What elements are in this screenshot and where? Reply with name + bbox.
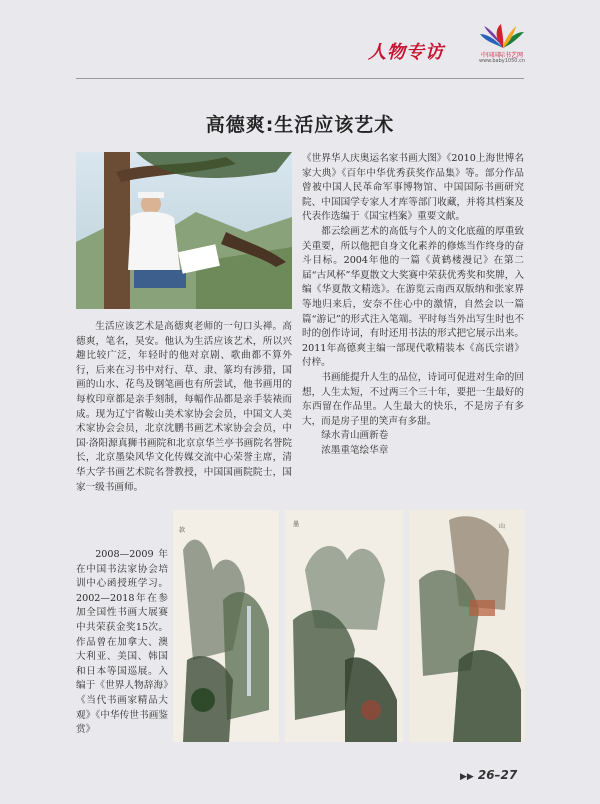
- paragraph-text: 《世界华人庆奥运名家书画大图》《2010上海世博名家大典》《百年中华优秀获奖作品集》等。部分作品曾被中国人民革命军事博物馆、中国国际书画研究院、中国国学专家人才库等部门收藏，并将其档案及代表作选编于《国宝档案》重要文献。: [302, 153, 524, 223]
- portrait-photo: [76, 152, 292, 309]
- article-title: 高德爽:生活应该艺术: [205, 114, 395, 136]
- paragraph-text: 都云绘画艺术的高低与个人的文化底蕴的厚重致关重要，所以他把自身文化素养的修炼当作终身的奋斗目标。2004年他的一篇《黄鹤楼漫记》在第二届“古风杯”华夏散文大奖赛中荣获优秀奖和奖牌，入编《华夏散文精选》。在游览云南西双版纳和张家界等地归来后，安奈不住心中的激情，自然会以一篇篇“游记”的形式注入笔端。平时每当外出写生时也不时的创作诗词，有时还用书法的形式把它展示出来。2011年高德爽主编一部现代歌精装本《高氏宗谱》付梓。: [302, 225, 524, 369]
- paragraph-text: 书画能提升人生的品位，诗词可促进对生命的回想，人生太短，不过两三个三十年，要把一生最好的东西留在作品里。人生最大的快乐，不是房子有多大，而是房子里的笑声有多甜。: [302, 371, 524, 427]
- section-title: 人物专访: [368, 42, 444, 63]
- article-right-column: [302, 152, 524, 458]
- poem-line: 绿水青山画新卷: [321, 430, 389, 442]
- svg-text:山: 山: [499, 523, 506, 530]
- svg-text:款: 款: [179, 527, 186, 534]
- svg-text:墨: 墨: [293, 521, 300, 528]
- article-paragraph-awards: [76, 548, 168, 738]
- paragraph-text: 2008—2009年在中国书法家协会培训中心函授班学习。2002—2018年在参加全国性书画大展赛中共荣获金奖15次。作品曾在加拿大、澳大利亚、美国、韩国和日本等国巡展。入编于《世界人物辞海》《当代书画家精品大观》《中华传世书画鉴赏》: [76, 549, 168, 736]
- landscape-painting-1: [173, 510, 279, 742]
- landscape-painting-3: [409, 510, 525, 742]
- landscape-painting-2: [285, 510, 403, 742]
- header-divider: [76, 78, 524, 79]
- logo-url: www.baby1050.cn: [478, 58, 525, 64]
- logo-name: 中国国际书艺网: [480, 52, 523, 59]
- article-paragraph-intro: [76, 320, 292, 495]
- page-number-text: 26–27: [477, 768, 518, 782]
- arrow-icon: ▶▶: [460, 772, 474, 782]
- page-number: [460, 768, 517, 782]
- paragraph-text: 生活应该艺术是高德爽老师的一句口头禅。高德爽，笔名，昊安。他认为生活应该艺术，所以兴趣比较广泛，年轻时的他对京剧、歌曲都不算外行，后来在习书中对行、草、隶、篆均有涉猎，国画的山水、花鸟及钢笔画也有所尝试，他书画用的每枚印章都是亲手刻制，每幅作品都是亲手装裱而成。现为辽宁省鞍山美术家协会会员，中国文人美术家协会会员，北京沈鹏书画艺术家协会会员，中国·洛阳源真狮书画院和北京京华兰亭书画院名誉院长，北京墨染风华文化传媒交流中心荣誉主席，清华大学书画艺术院名誉教授，中国国画院院士，国家一级书画师。: [76, 321, 292, 493]
- poem-line: 浓墨重笔绘华章: [321, 444, 389, 456]
